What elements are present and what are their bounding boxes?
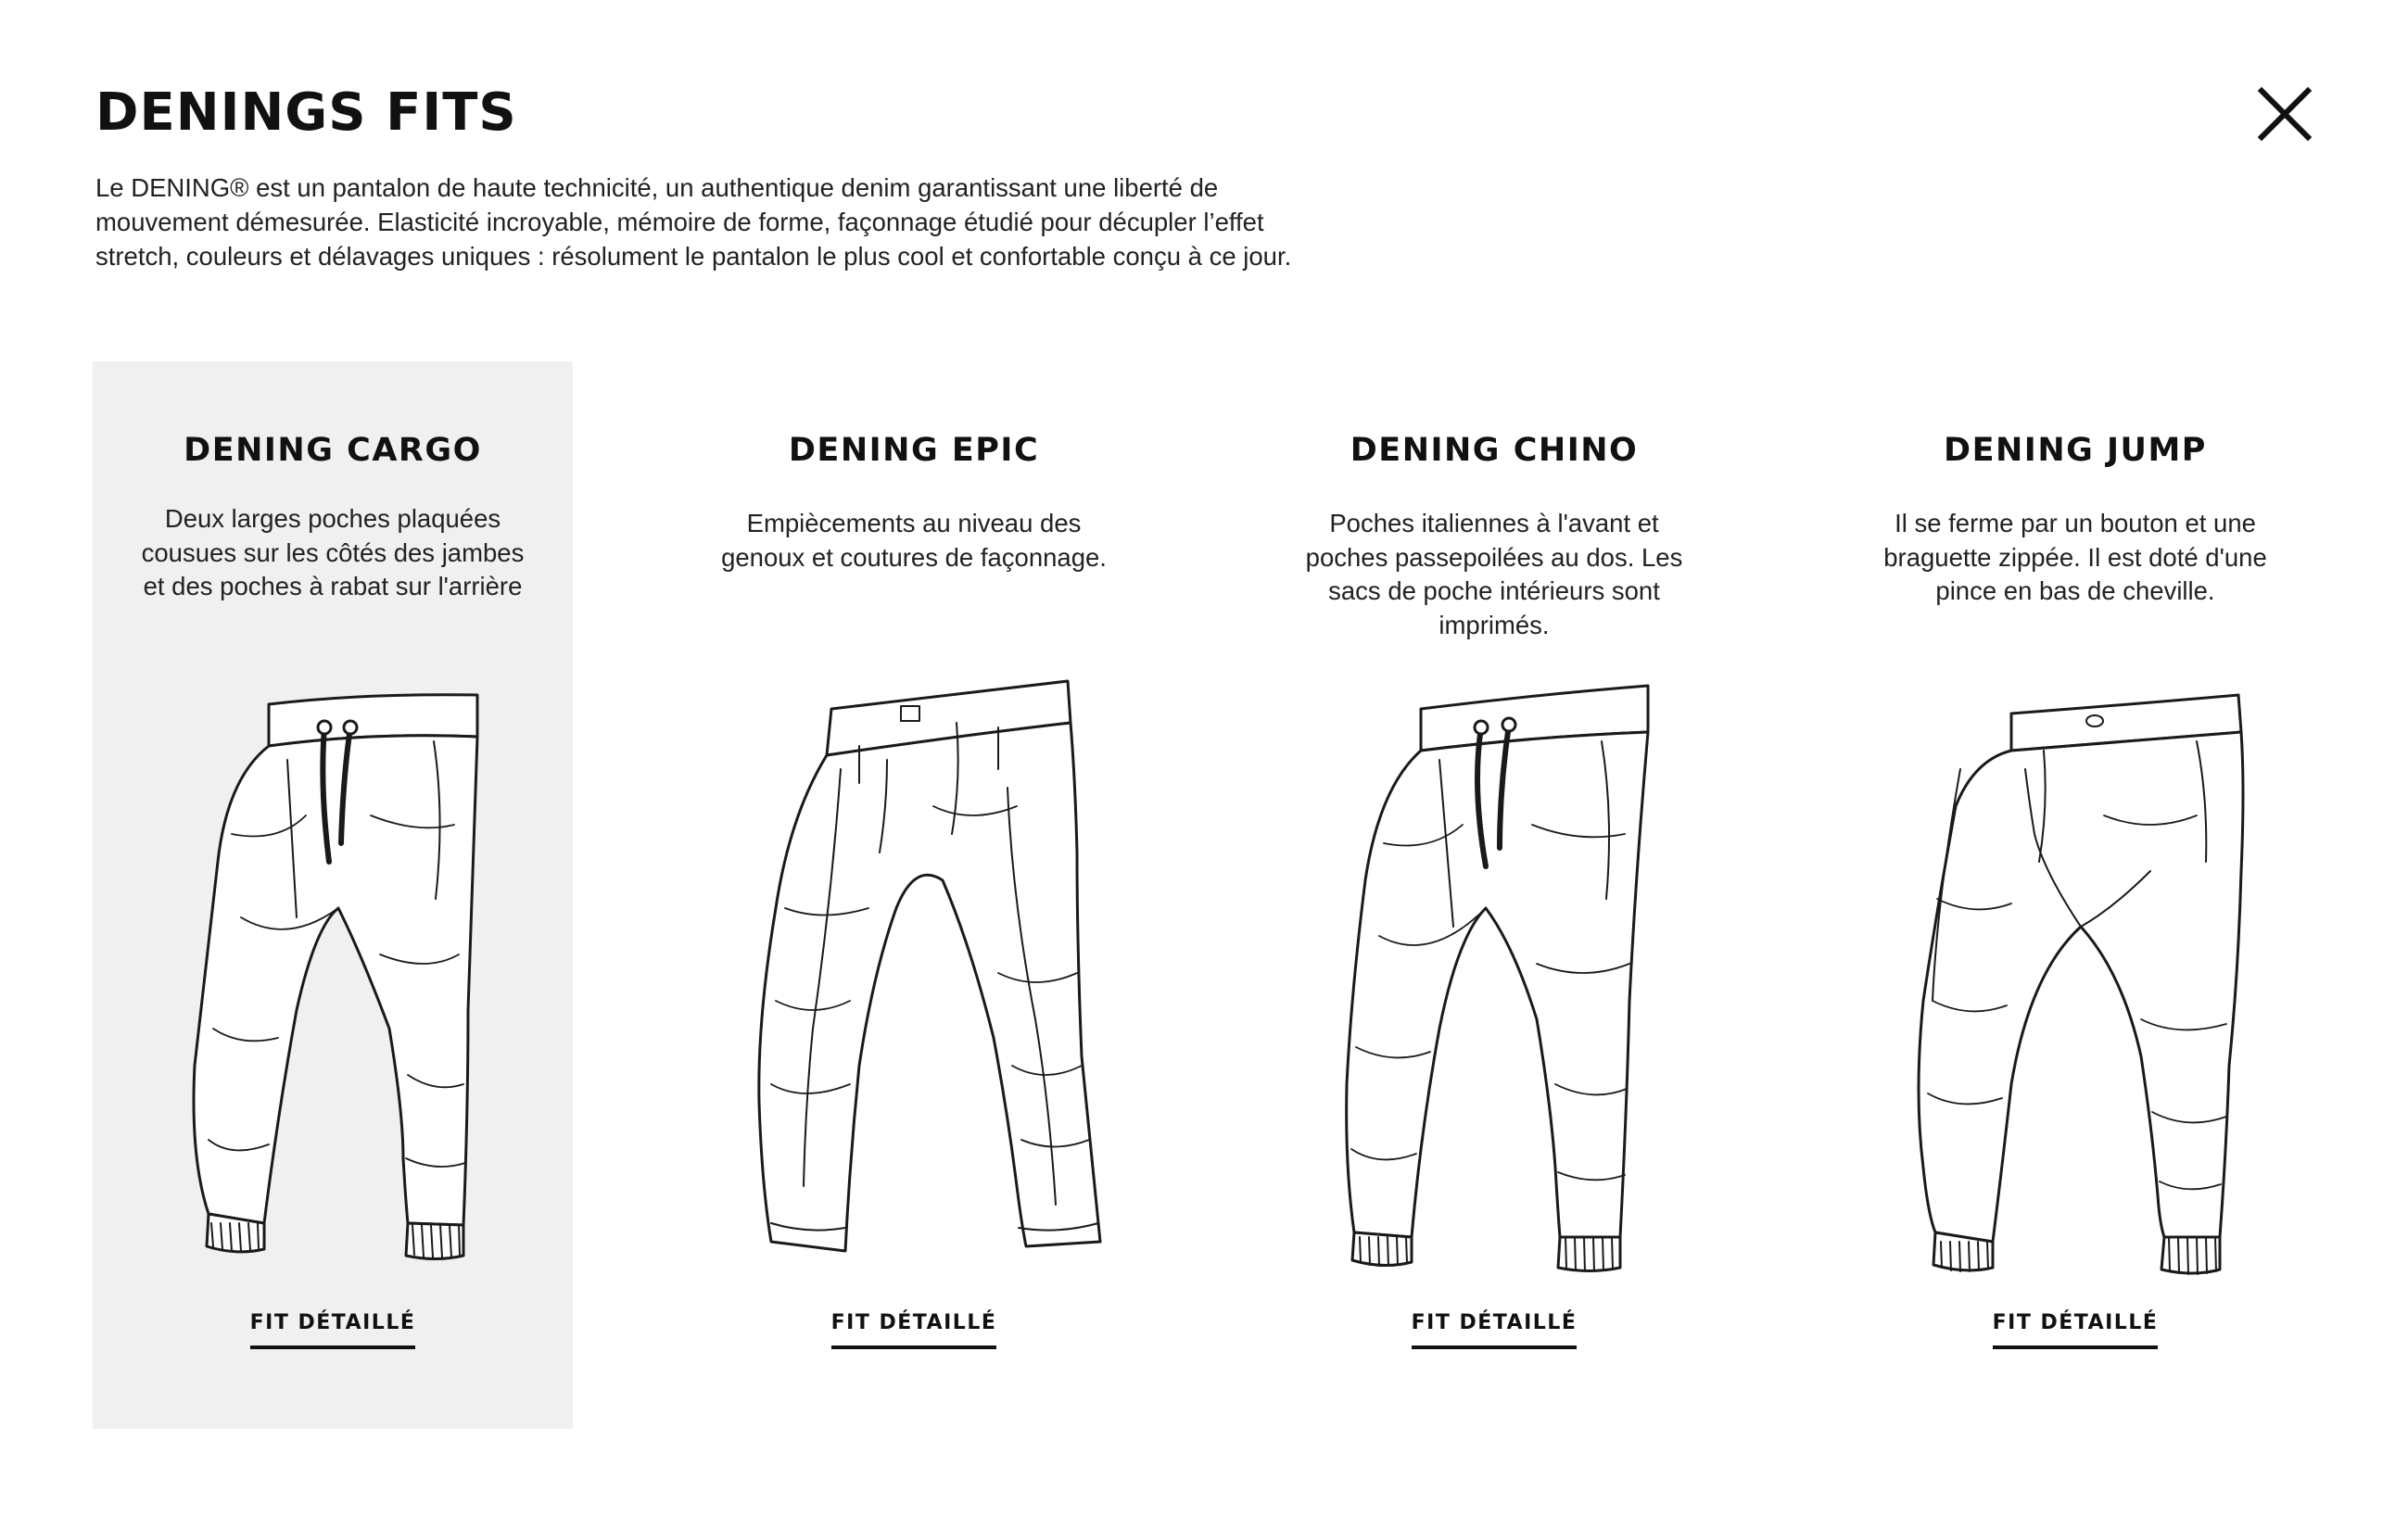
fit-detail-link[interactable]: FIT DÉTAILLÉ — [250, 1311, 416, 1349]
fit-description — [119, 502, 547, 604]
fit-link-wrapper — [674, 1311, 1154, 1349]
fits-grid — [93, 361, 2317, 1429]
fit-desc-line: et des poches à rabat sur l'arrière — [143, 572, 523, 600]
fit-link-wrapper — [93, 1311, 573, 1349]
fit-title: DENING JUMP — [1944, 432, 2207, 469]
pants-illustration — [1882, 667, 2269, 1279]
fit-desc-line: Deux larges poches plaquées — [164, 504, 501, 533]
fit-card-cargo[interactable] — [93, 361, 573, 1429]
fit-card-chino[interactable] — [1254, 361, 1734, 1429]
fit-desc-line: cousues sur les côtés des jambes — [141, 537, 525, 567]
pants-illustration — [1300, 667, 1688, 1279]
pants-illustration — [139, 676, 526, 1288]
fit-desc-line: genoux et coutures de façonnage. — [721, 542, 1107, 572]
intro-line: mouvement démesurée. Elasticité incroyable, mémoire de forme, façonnage étudié pour décupler l’effet — [95, 208, 1264, 236]
fit-description — [1861, 507, 2289, 609]
fit-link-wrapper — [1254, 1311, 1734, 1349]
page-header — [95, 82, 1486, 273]
fit-desc-line: poches passepoilées au dos. Les — [1305, 542, 1683, 572]
fit-desc-line: Il se ferme par un bouton et une — [1895, 509, 2256, 537]
fit-detail-link[interactable]: FIT DÉTAILLÉ — [1993, 1311, 2159, 1349]
fit-detail-link[interactable]: FIT DÉTAILLÉ — [1412, 1311, 1578, 1349]
fit-desc-line: Empiècements au niveau des — [746, 509, 1082, 537]
fit-title: DENING CARGO — [184, 432, 482, 469]
close-button[interactable] — [2252, 82, 2317, 146]
fit-detail-link[interactable]: FIT DÉTAILLÉ — [831, 1311, 997, 1349]
fit-desc-line: sacs de poche intérieurs sont — [1328, 576, 1660, 605]
intro-line: stretch, couleurs et délavages uniques : résolument le pantalon le plus cool et confortable conçu à ce jour. — [95, 242, 1292, 271]
fit-title: DENING CHINO — [1350, 432, 1639, 469]
page-title: DENINGS FITS — [95, 82, 517, 143]
fit-title: DENING EPIC — [788, 432, 1040, 469]
fit-link-wrapper — [1835, 1311, 2315, 1349]
fit-card-jump[interactable] — [1835, 361, 2315, 1429]
fit-description — [700, 507, 1128, 575]
fit-card-epic[interactable] — [674, 361, 1154, 1429]
fit-desc-line: imprimés. — [1438, 610, 1550, 639]
pants-illustration — [720, 667, 1108, 1279]
intro-line: Le DENING® est un pantalon de haute technicité, un authentique denim garantissant une liberté de — [95, 173, 1219, 202]
fit-description — [1280, 507, 1708, 642]
fit-desc-line: pince en bas de cheville. — [1935, 576, 2215, 605]
fit-desc-line: Poches italiennes à l'avant et — [1329, 509, 1659, 537]
close-icon[interactable] — [2252, 82, 2317, 146]
fit-desc-line: braguette zippée. Il est doté d'une — [1883, 542, 2267, 572]
intro-text — [95, 171, 1439, 273]
